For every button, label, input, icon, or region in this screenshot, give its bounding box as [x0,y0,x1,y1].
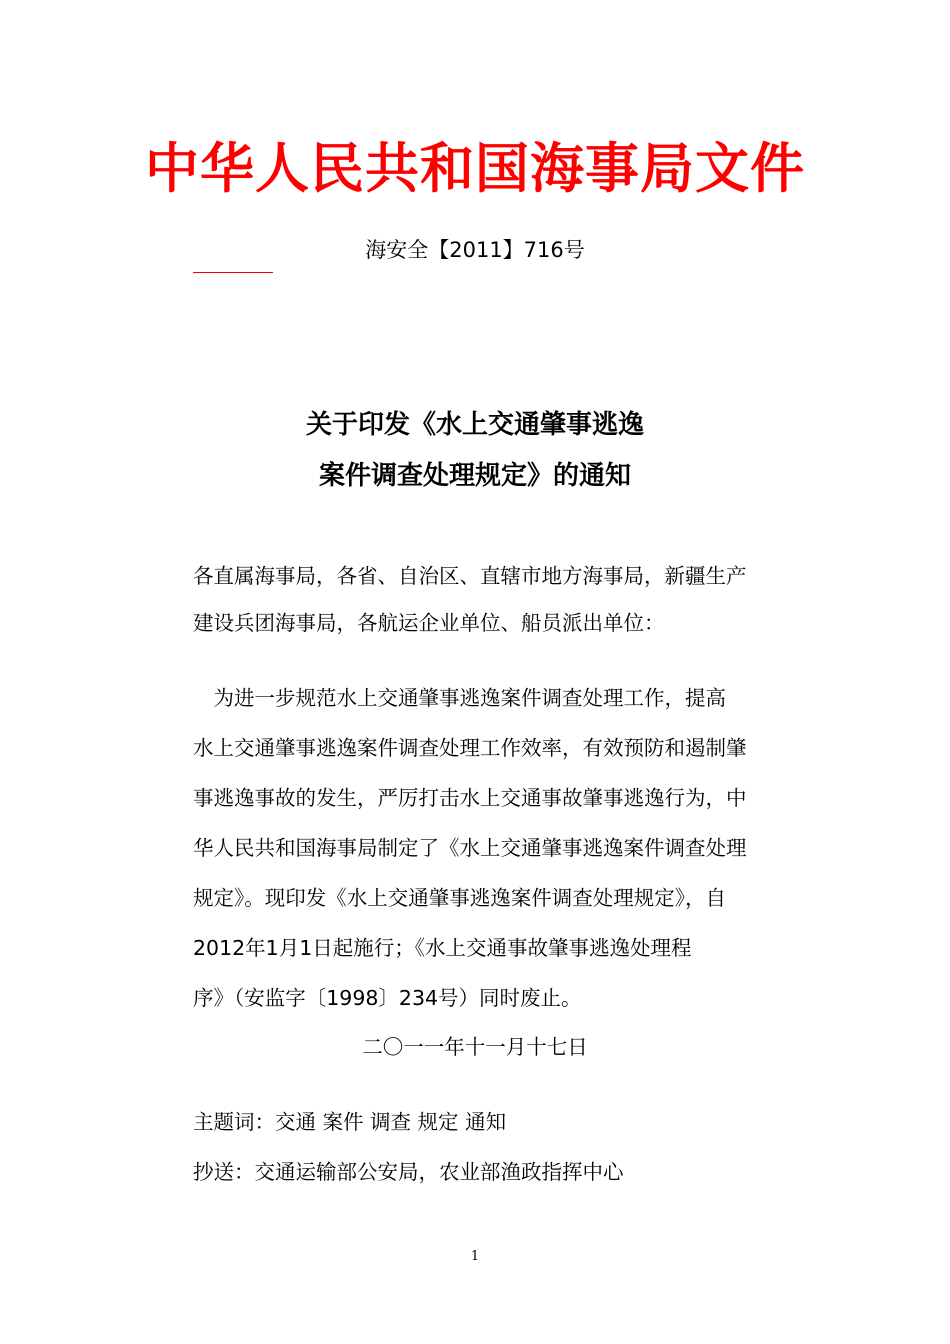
body-paragraph-line: 华人民共和国海事局制定了《水上交通肇事逃逸案件调查处理 [193,836,747,860]
addressee-line: 各直属海事局，各省、自治区、直辖市地方海事局，新疆生产 [193,564,747,588]
body-paragraph-line: 为进一步规范水上交通肇事逃逸案件调查处理工作，提高 [193,686,726,710]
red-divider-line [193,272,273,273]
body-paragraph-line: 序》（安监字〔1998〕234号）同时废止。 [193,986,582,1010]
notice-title-line-1: 关于印发《水上交通肇事逃逸 [305,410,644,440]
notice-title-line-2: 案件调查处理规定》的通知 [318,461,631,491]
carbon-copy: 抄送：交通运输部公安局，农业部渔政指挥中心 [193,1160,624,1184]
addressee-line: 建设兵团海事局，各航运企业单位、船员派出单位： [193,611,665,635]
issue-date: 二〇一一年十一月十七日 [362,1035,588,1059]
body-paragraph-line: 2012年1月1日起施行；《水上交通事故肇事逃逸处理程 [193,936,692,960]
page-number: 1 [470,1249,480,1264]
document-header-title: 中华人民共和国海事局文件 [145,136,805,200]
document-number: 海安全【2011】716号 [365,238,585,262]
body-paragraph-line: 事逃逸事故的发生，严厉打击水上交通事故肇事逃逸行为，中 [193,786,747,810]
subject-keywords: 主题词：交通 案件 调查 规定 通知 [193,1110,507,1134]
body-paragraph-line: 规定》。现印发《水上交通肇事逃逸案件调查处理规定》，自 [193,886,726,910]
body-paragraph-line: 水上交通肇事逃逸案件调查处理工作效率，有效预防和遏制肇 [193,736,747,760]
